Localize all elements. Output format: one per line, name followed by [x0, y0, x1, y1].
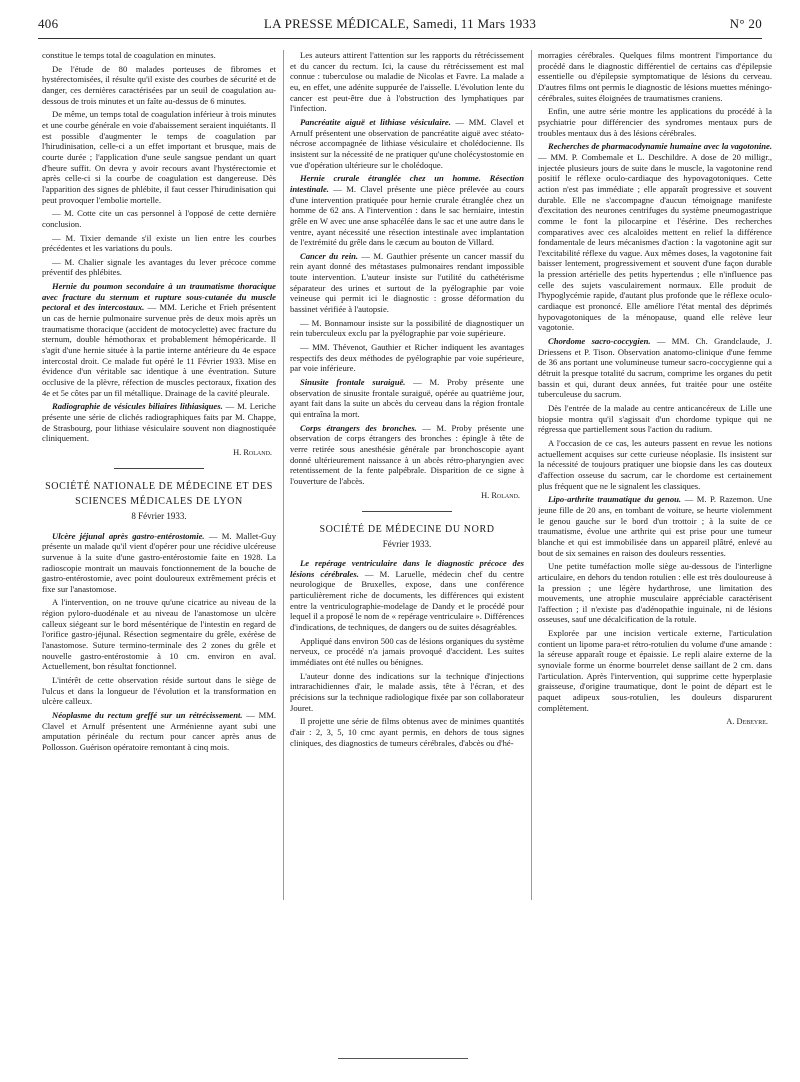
article-title: Recherches de pharmacodynamie humaine avec la vagotonine.: [548, 141, 772, 152]
paragraph: Explorée par une incision verticale externe, l'articulation contient un lipome para-et rétro-rotulien du volume d'une amande : la séreuse apparaît rouge et épaissie. Le repli alaire externe de la synoviale forme un énorme bourrelet dense saillant de 2 cm. dans l'articulation. Après l'intervention, qui supprime cette hyperplasie graisseuse, d'origine traumatique, dont le point de départ est le paquet adipeux sous-rotulien, les douleurs disparurent complètement.: [538, 628, 772, 713]
article: [42, 710, 276, 753]
column-2: [290, 50, 524, 1040]
article: [42, 401, 276, 444]
paragraph: — M. Bonnamour insiste sur la possibilité de diagnostiquer un rein tuberculeux exclu par la pyélographie par voie supérieure.: [290, 317, 524, 339]
article-text: — M. Leriche présente une série de clichés radiographiques faits par M. Chappe, de Strasbourg, pour lithiase vésiculaire souvent non diagnostiquée cliniquement.: [42, 401, 276, 444]
article-title: Hernie du poumon secondaire à un traumatisme thoracique avec fracture du sternum et rupture sous-cutanée du muscle pectoral et des intercostaux.: [42, 281, 276, 313]
paragraph: Les auteurs attirent l'attention sur les rapports du rétrécissement et du cancer du rectum. Ici, la cause du rétrécissement est mal connue : tuberculose ou maladie de Nicolas et Favre. La malade a eu, en effet, une adénite suppurée de l'aisselle. L'évolution lente du cancer est peut-être due à l'obstruction des lymphatiques par l'infection.: [290, 50, 524, 114]
article-text: — M. P. Razemon. Une jeune fille de 20 ans, en tombant de voiture, se heurte violemment le genou gauche sur le bord d'un trottoir ; à la suite de ce traumatisme, évolue une arthrite qui est prise pour une tumeur blanche et qui est immobilisée dans un appareil plâtré, enlevé au bout de six semaines en raison des douleurs ressenties.: [538, 494, 772, 558]
article-text: — MM. P. Combemale et L. Deschildre. A dose de 20 milligr., injectée plusieurs jours de suite dans le muscle, la vagotonine rend positif le réflexe oculo-cardiaque des hypovagotoniques. Cette action n'est pas immédiate ; elle apparaît progressive et souvent durable. Elle ne s'accompagne d'aucun témoignage manifeste d'excitation des neurones centrifuges du système pneumogastrique comme le font la pilocarpine et l'ésérine. Des recherches comparatives avec ces alcaloïdes mettent en relief la différence fondamentale de leurs mécanismes d'action : la vagotonine agit sur l'excitabilité réflexe du vague. Aux mêmes doses, la vagotonine fait baisser lentement, progressivement et souvent d'une façon durable la pression artérielle des petits hypertendus ; elle n'influence pas celle des sujets vasculairement normaux. Elle produit de l'hypoglycémie rapide, d'autant plus profonde que le réflexe oculo-cardiaque est prononcé. Elle améliore l'état mental des déprimés hypovagotoniques de la ménopause, quand elle relève leur vagotonie.: [538, 151, 772, 333]
paragraph: A l'occasion de ce cas, les auteurs passent en revue les notions actuellement acquises sur cette curieuse néoplasie. Ils insistent sur la nécessité de toujours pratiquer une biopsie dans les cas douteux d'affection osseuse du sacrum, car le chordome est certainement plus fréquent que ne le signalent les classiques.: [538, 437, 772, 491]
page-number: 406: [38, 16, 59, 31]
article-title: Radiographie de vésicules biliaires lithiasiques.: [52, 401, 223, 412]
article: [290, 173, 524, 248]
article-title: Le repérage ventriculaire dans le diagnostic précoce des lésions cérébrales.: [290, 558, 524, 579]
article: [42, 531, 276, 595]
paragraph: — M. Cotte cite un cas personnel à l'opposé de cette dernière conclusion.: [42, 208, 276, 229]
paragraph: morragies cérébrales. Quelques films montrent l'importance du procédé dans le diagnostic différentiel de certains cas d'épilepsie essentielle ou d'épilepsie symptomatique de lésions du cerveau. D'autres films ont permis le diagnostic de lésions muettes méningo-cérébrales, suites éloignées de traumatismes craniens.: [538, 50, 772, 103]
paragraph: Enfin, une autre série montre les applications du procédé à la psychiatrie pour différencier des syndromes mentaux purs de troubles mentaux dus à des lésions cérébrales.: [538, 106, 772, 138]
article: [290, 377, 524, 420]
article-text: — MM. Clavel et Arnulf présentent une observation de pancréatite aiguë avec stéato-nécrose accompagnée de lithiase vésiculaire et cholédocienne. Ils insistent sur la nécessité de ne pratiquer qu'une cholécystostomie en vue d'opération ultérieure sur le cholédoque.: [290, 116, 524, 170]
paragraph: Une petite tuméfaction molle siège au-dessous de l'interligne articulaire, en dehors du tendon rotulien : elle est très douloureuse à la pression ; une légère hydarthrose, une limitation des mouvements, une atrophie musculaire appréciable caractérisent l'affection ; il n'existe pas d'adénopathie inguinale, ni de lésions osseuses, sauf une décalcification de la rotule.: [538, 561, 772, 625]
section-date: 8 Février 1933.: [131, 511, 187, 522]
header-rule: [38, 38, 762, 39]
paragraph: A l'intervention, on ne trouve qu'une cicatrice au niveau de la région pyloro-duodénale et au niveau de l'anastomose un ulcère calleux siégeant sur le bord mésentérique de l'intestin en regard de l'orifice gastro-jéjunal. Résection segmentaire du grêle, exérèse de l'anastomose. Suture termino-terminale des 2 zones du grêle et nouvelle gastro-entérostomie à 10 cm. environ en aval. Actuellement, bon résultat fonctionnel.: [42, 597, 276, 672]
article-text: — M. Clavel présente une pièce prélevée au cours d'une intervention pratiquée pour hernie crurale étranglée chez un homme de 62 ans. A l'intervention : dans le sac herniaire, intestin grêle en W avec une anse sphacélée dans le sac et une autre dans le ventre, ayant nécessité une résection intestinale avec implantation de l'extrémité du grêle dans le cæcum au bouton de Villard.: [290, 183, 524, 248]
article-title: Corps étrangers des bronches.: [300, 422, 417, 433]
journal-title: LA PRESSE MÉDICALE, Samedi, 11 Mars 1933: [263, 16, 537, 31]
paragraph: De l'étude de 80 malades porteuses de fibromes et hystérectomisées, il résulte qu'il existe des courbes de sécurité et de danger, ces dernières caractérisées par un seuil de coagulation au-dessous de trois minutes et un faîte au-dessus de 6 minutes.: [42, 63, 276, 106]
article-text: — M. Mallet-Guy présente un malade qu'il vient d'opérer pour une récidive ulcéreuse survenue à la suite d'une gastro-entérostomie faite en 1928. La radioscopie montrait un mauvais fonctionnement de la bouche de gastro-entérostomie, avec point douloureux extrêmement précis et fixe sur l'anastomose.: [42, 530, 276, 594]
section-title: SOCIÉTÉ DE MÉDECINE DU NORD: [319, 524, 495, 536]
article-title: Chordome sacro-coccygien.: [548, 336, 651, 347]
signature: H. Roland.: [233, 447, 272, 457]
article-text: — MM. Clavel et Arnulf présentent une Arménienne ayant subi une amputation périnéale du rectum pour cancer après anus de Pollosson. Guérison opératoire remontant à cinq mois.: [42, 710, 276, 753]
article: [538, 141, 772, 333]
article: [290, 251, 524, 315]
signature: A. Debeyre.: [726, 717, 768, 727]
column-3: [538, 50, 772, 1040]
column-divider: [283, 50, 284, 900]
column-1: [42, 50, 276, 1040]
article-text: — M. Proby présente une observation de sinusite frontale suraiguë, opérée au quatrième jour, ayant fait dans la suite un abcès du cerveau dans la région frontale qui entraîna la mort.: [290, 377, 524, 419]
paragraph: L'intérêt de cette observation réside surtout dans le siège de l'ulcus et dans la longueur de l'évolution et la transformation en ulcère calleux.: [42, 675, 276, 707]
article-title: Hernie crurale étranglée chez un homme. Résection intestinale.: [290, 173, 524, 194]
paragraph: — MM. Thévenot, Gauthier et Richer indiquent les avantages respectifs des deux méthodes de pyélographie par voie supérieure, par voie inférieure.: [290, 342, 524, 374]
paragraph: constitue le temps total de coagulation en minutes.: [42, 50, 216, 60]
article: [42, 281, 276, 398]
article-title: Lipo-arthrite traumatique du genou.: [548, 494, 682, 505]
article: [538, 336, 772, 400]
article-text: — MM. Ch. Grandclaude, J. Driessens et P. Tison. Observation anatomo-clinique d'une femme de 36 ans portant une volumineuse tumeur sacro-coccygienne qui a détruit la presque totalité du sacrum, comprime les organes du petit bassin et qui, durant deux années, fut traitée pour une ostéite tuberculeuse du sacrum.: [538, 336, 772, 400]
paragraph: Il projette une série de films obtenus avec de minimes quantités d'air : 2, 3, 5, 10 cmc ayant permis, en dehors de tous signes cliniques, des diagnostics de tumeurs cérébrales, d'abcès ou d'hé-: [290, 716, 524, 748]
article-title: Pancréatite aiguë et lithiase vésiculaire.: [300, 116, 451, 127]
section-separator: [114, 468, 204, 469]
bottom-rule: [338, 1058, 468, 1059]
article: [290, 117, 524, 170]
page-header: [38, 16, 762, 38]
paragraph: L'auteur donne des indications sur la technique d'injections intrarachidiennes d'air, le malade assis, tête à l'écran, et des précisions sur la technique radiologique fixée par son collaborateur Jouret.: [290, 670, 524, 713]
article-text: — M. Proby présente une observation de corps étrangers des bronches : épingle à tête de verre retirée sous anesthésie générale par bronchoscopie ayant donné ultérieurement naissance à un abcès rétro-pharyngien avec retentissement de la fente palpébrale. Disparition de ce signe à l'ouverture de l'abcès.: [290, 422, 524, 486]
paragraph: — M. Chalier signale les avantages du lever précoce comme préventif des phlébites.: [42, 256, 276, 278]
paragraph: — M. Tixier demande s'il existe un lien entre les courbes précédentes et les variations du pouls.: [42, 232, 276, 254]
paragraph: De même, un temps total de coagulation inférieur à trois minutes et une courbe générale en voie d'abaissement seraient inquiétants. Il est possible d'augmenter le temps de coagulation par l'hirudinisation, celle-ci a un effet important et brusque, mais de courte durée ; l'application d'une seule sangsue pendant un quart d'heure suffit. On devra y avoir recours avant l'hystérectomie et après celle-ci si la courbe de coagulation est dangereuse. Dès l'apparition des signes de phlébite, il faut cesser l'hirudinisation qui peut provoquer l'embolie mortelle.: [42, 109, 276, 205]
article: [290, 423, 524, 487]
article-title: Ulcère jéjunal après gastro-entérostomie.: [52, 530, 205, 541]
article-text: — M. Laruelle, médecin chef du centre neurologique de Bruxelles, expose, dans une conférence particulièrement riche de documents, les différences qui existent entre la ventriculographie-modelage de Dandy et le procédé pour lequel il a proposé le nom de « repérage ventriculaire ». Différences d'indications, de techniques, de dangers ou de suites désagréables.: [290, 568, 524, 633]
article: [290, 558, 524, 633]
article: [538, 494, 772, 558]
section-date: Février 1933.: [382, 539, 432, 550]
column-divider: [531, 50, 532, 900]
section-separator: [362, 511, 452, 512]
article-title: Cancer du rein.: [300, 250, 359, 261]
paragraph: Dès l'entrée de la malade au centre anticancéreux de Lille une biopsie montra qu'il s'agissait d'un chordome typique qui ne régressa que partiellement sous l'action du radium.: [538, 403, 772, 435]
issue-number: N° 20: [729, 16, 762, 31]
article-text: — M. Gauthier présente un cancer massif du rein ayant donné des métastases pulmonaires rendant impossible toute intervention. L'auteur insiste sur l'utilité du cathétérisme séparateur des urines et surtout de la pyélographie par voie veineuse qui permit ici le diagnostic : grosse déformation du bassinet vérifiée à l'autopsie.: [290, 250, 524, 315]
signature: H. Roland.: [481, 490, 520, 500]
paragraph: Appliqué dans environ 500 cas de lésions organiques du système nerveux, ce procédé n'a jamais provoqué d'accident. Les suites immédiates ont été nulles ou bénignes.: [290, 635, 524, 668]
section-title: SOCIÉTÉ NATIONALE DE MÉDECINE ET DES SCIENCES MÉDICALES DE LYON: [45, 481, 273, 508]
article-title: Sinusite frontale suraiguë.: [300, 377, 406, 388]
article-title: Néoplasme du rectum greffé sur un rétrécissement.: [52, 710, 243, 721]
article-text: — MM. Leriche et Frieh présentent un cas de hernie pulmonaire survenue près de deux mois après un traumatisme thoracique (accident de motocyclette) avec fracture du sternum, double hémothorax et probablement hémopéricarde. Il s'agit d'une hernie située à la partie interne antérieure du 4e espace intercostal droit. Ce malade fut opéré le 11 Février 1933. Mise en évidence d'un véritable sac identique à une éventration. Suture occlusive de la plèvre, réfection de muscles pectoraux, fixation des 4e et 5e côtes par un fil métallique. Drainage de la cavité pleurale.: [42, 302, 276, 398]
